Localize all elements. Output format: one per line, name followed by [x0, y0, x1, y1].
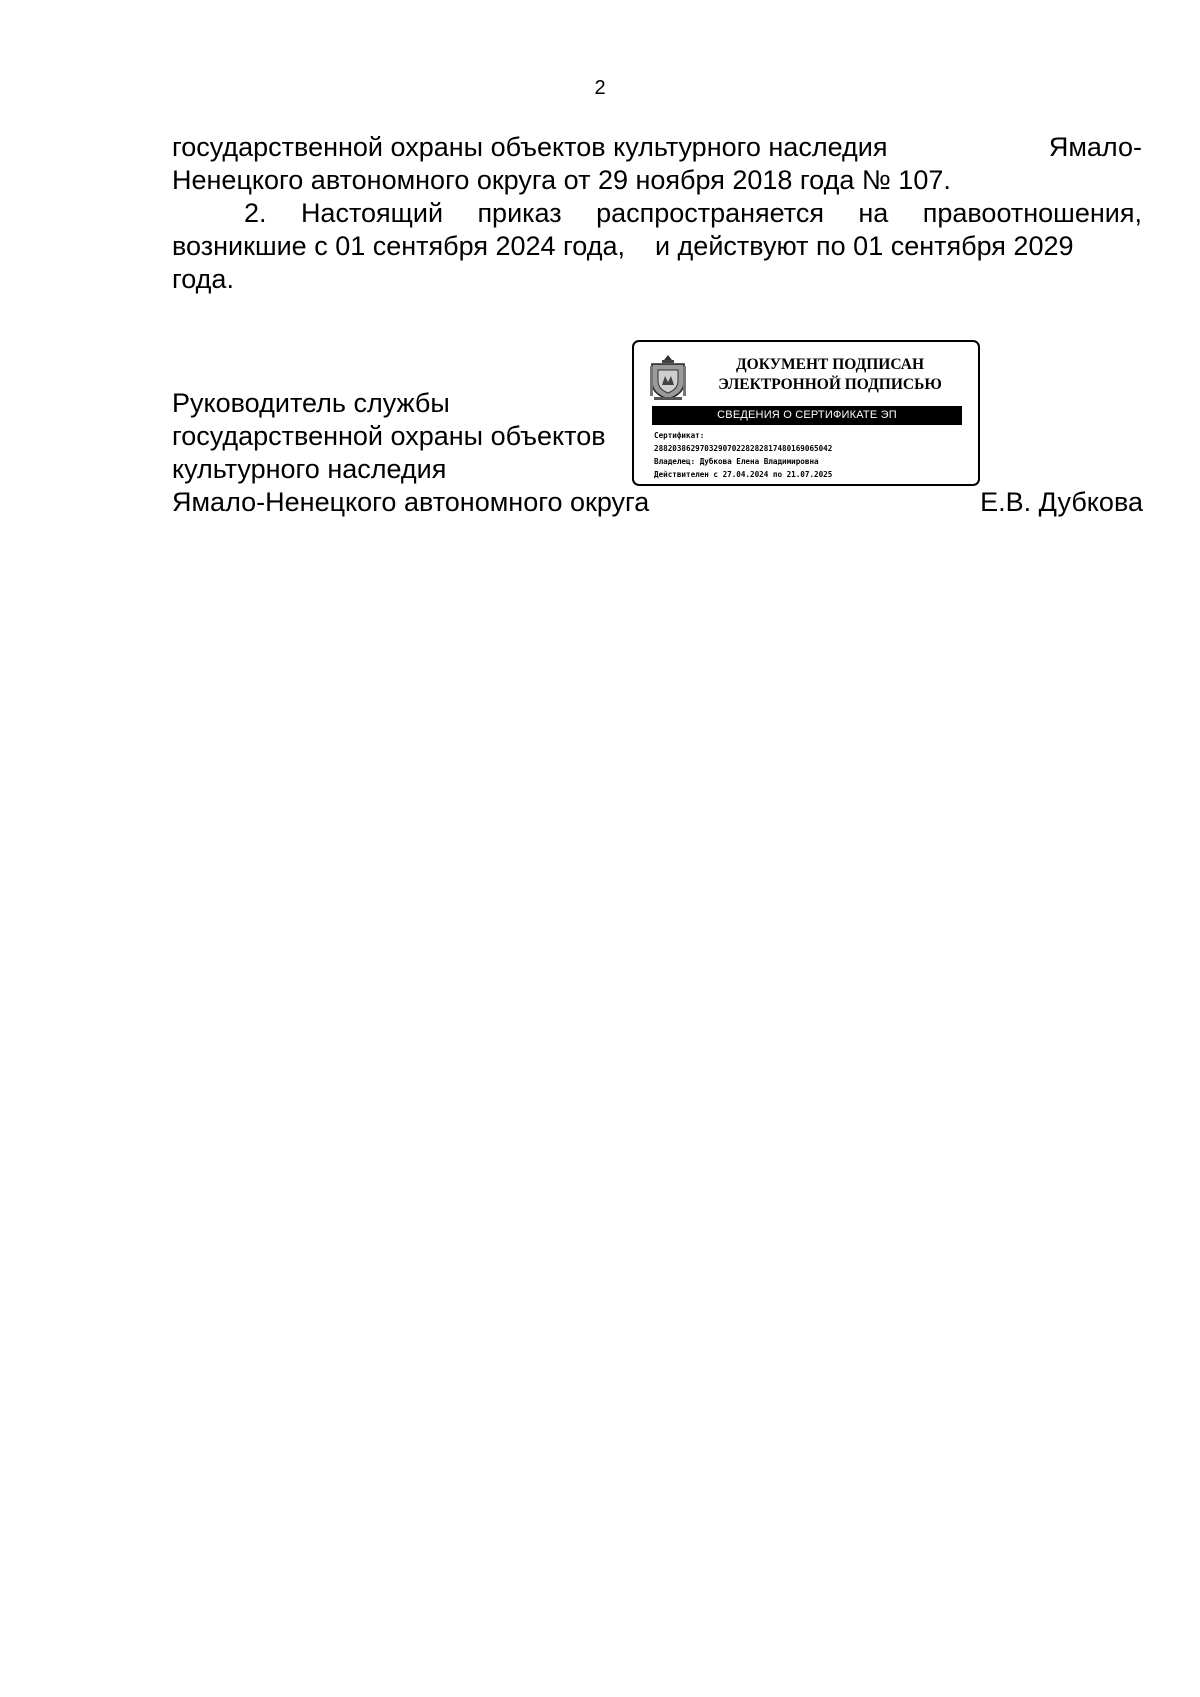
signer-position-line: Руководитель службы — [172, 388, 450, 418]
paragraph-2-word: на — [858, 198, 889, 228]
paragraph-1-line-1 — [172, 131, 1142, 164]
paragraph-2-word: приказ — [477, 198, 562, 228]
paragraph-2-word: 2. — [244, 198, 267, 228]
paragraph-1-line-1-right: Ямало- — [1048, 132, 1142, 162]
certificate-number: 288203862970329070228282817480169065042 — [654, 444, 833, 453]
stamp-title-line-1: ДОКУМЕНТ ПОДПИСАН — [735, 356, 925, 373]
stamp-title — [694, 355, 966, 395]
paragraph-2 — [172, 197, 1142, 296]
paragraph-2-word: правоотношения, — [922, 198, 1142, 228]
signer-position-line: Ямало-Ненецкого автономного округа — [172, 487, 650, 517]
paragraph-2-line-3: года. — [172, 264, 234, 294]
signer-name: Е.В. Дубкова — [980, 487, 1143, 517]
signer-position-line: культурного наследия — [172, 454, 447, 484]
paragraph-1 — [172, 131, 1142, 197]
stamp-title-line-2: ЭЛЕКТРОННОЙ ПОДПИСЬЮ — [718, 376, 942, 393]
signer-position-line: государственной охраны объектов — [172, 421, 606, 451]
paragraph-1-line-1-left: государственной охраны объектов культурного наследия — [172, 132, 888, 162]
paragraph-2-word: распространяется — [596, 198, 824, 228]
certificate-label: Сертификат: — [654, 431, 705, 440]
certificate-validity: Действителен с 27.04.2024 по 21.07.2025 — [654, 470, 833, 479]
signer-position — [172, 387, 649, 519]
coat-of-arms-icon — [648, 352, 688, 402]
paragraph-2-line-2: возникшие с 01 сентября 2024 года, и действуют по 01 сентября 2029 — [172, 231, 1074, 261]
certificate-info-bar: СВЕДЕНИЯ О СЕРТИФИКАТЕ ЭП — [652, 406, 962, 425]
electronic-signature-stamp — [632, 340, 980, 486]
paragraph-2-word: Настоящий — [300, 198, 444, 228]
certificate-details — [654, 429, 832, 481]
certificate-owner: Владелец: Дубкова Елена Владимировна — [654, 457, 819, 466]
paragraph-1-line-2: Ненецкого автономного округа от 29 ноября 2018 года № 107. — [172, 165, 951, 195]
page-number: 2 — [594, 77, 606, 99]
paragraph-2-line-1 — [172, 197, 1142, 230]
